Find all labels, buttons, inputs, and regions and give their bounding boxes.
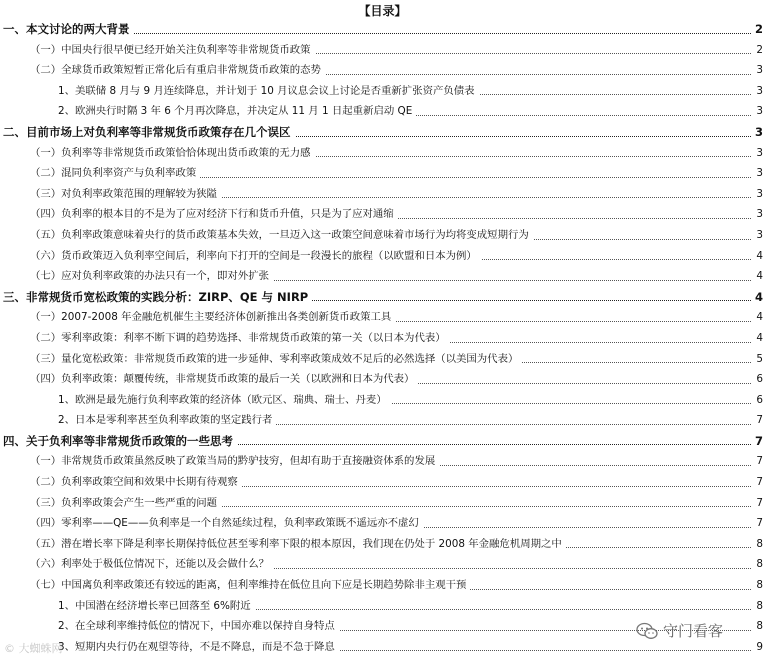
toc-page-number: 6	[756, 373, 763, 386]
toc-entry[interactable]	[0, 513, 765, 534]
watermark-right-text: 守门看客	[663, 622, 724, 640]
toc-entry-text: （一）非常规货币政策虽然反映了政策当局的黔驴技穷，但却有助于直接融资体系的发展	[30, 455, 439, 467]
toc-entry[interactable]	[0, 534, 765, 555]
toc-entry-text: （一）负利率等非常规货币政策恰恰体现出货币政策的无力感	[30, 147, 315, 159]
toc-entry[interactable]	[0, 554, 765, 575]
toc-page-number: 8	[756, 599, 763, 612]
toc-entry-text: 2、欧洲央行时隔 3 年 6 个月再次降息，并决定从 11 月 1 日起重新启动 QE	[58, 105, 416, 117]
toc-page-number: 3	[756, 208, 763, 221]
toc-entry-text: 3、短期内央行仍在观望等待，不是不降息，而是不急于降息	[58, 641, 339, 653]
toc-entry[interactable]	[0, 493, 765, 514]
toc-entry-text: （二）负利率政策空间和效果中长期有待观察	[30, 476, 242, 488]
toc-title: 【目录】	[358, 4, 407, 18]
watermark-left: © 大蜘蛛网	[4, 642, 63, 655]
toc-page-number: 4	[754, 289, 763, 304]
toc-page-number: 4	[756, 270, 763, 283]
watermark-right	[636, 620, 723, 641]
toc-page-number: 8	[756, 620, 763, 633]
toc-page-number: 9	[756, 640, 763, 653]
toc-page-number: 8	[756, 579, 763, 592]
toc-entry[interactable]	[0, 143, 765, 164]
toc-entry-text: （四）负利率的根本目的不是为了应对经济下行和货币升值，只是为了应对通缩	[30, 208, 398, 220]
toc-entry-text: （三）对负利率政策范围的理解较为狭隘	[30, 188, 221, 200]
toc-page-number: 8	[756, 537, 763, 550]
table-of-contents	[0, 19, 765, 657]
toc-page-number: 4	[756, 331, 763, 344]
toc-entry[interactable]	[0, 575, 765, 596]
toc-entry-text: （四）负利率政策：颠覆传统，非常规货币政策的最后一关（以欧洲和日本为代表）	[30, 373, 418, 385]
toc-entry[interactable]	[0, 349, 765, 370]
toc-entry[interactable]	[0, 369, 765, 390]
toc-entry-text: 1、欧洲是最先施行负利率政策的经济体（欧元区、瑞典、瑞士、丹麦）	[58, 394, 391, 406]
toc-entry-text: （一）2007-2008 年金融危机催生主要经济体创新推出各类创新货币政策工具	[30, 311, 395, 323]
toc-page-number: 7	[756, 496, 763, 509]
toc-entry[interactable]	[0, 307, 765, 328]
toc-entry[interactable]	[0, 472, 765, 493]
toc-page-number: 4	[756, 311, 763, 324]
toc-entry-text: （二）全球货币政策短暂正常化后有重启非常规货币政策的态势	[30, 64, 325, 76]
toc-entry-text: 1、中国潜在经济增长率已回落至 6%附近	[58, 600, 255, 612]
toc-entry[interactable]	[0, 328, 765, 349]
toc-entry[interactable]	[0, 60, 765, 81]
toc-entry-text: 三、非常规货币宽松政策的实践分析：ZIRP、QE 与 NIRP	[3, 290, 312, 304]
toc-page-number: 7	[756, 414, 763, 427]
toc-section-heading[interactable]	[0, 287, 765, 308]
toc-section-heading[interactable]	[0, 19, 765, 40]
toc-subentry[interactable]	[0, 410, 765, 431]
toc-entry-text: 二、目前市场上对负利率等非常规货币政策存在几个误区	[3, 125, 295, 139]
toc-page-number: 3	[756, 187, 763, 200]
toc-entry[interactable]	[0, 40, 765, 61]
toc-entry-text: （二）混同负利率资产与负利率政策	[30, 167, 200, 179]
toc-subentry[interactable]	[0, 596, 765, 617]
wechat-icon	[636, 622, 658, 640]
toc-page-number: 2	[756, 43, 763, 56]
toc-subentry[interactable]	[0, 101, 765, 122]
toc-entry-text: （六）货币政策迈入负利率空间后，利率向下打开的空间是一段漫长的旅程（以欧盟和日本为例）	[30, 250, 481, 262]
toc-page-number: 8	[756, 558, 763, 571]
toc-entry-text: （六）利率处于极低位情况下，还能以及会做什么？	[30, 558, 273, 570]
toc-entry[interactable]	[0, 184, 765, 205]
toc-entry-text: 1、美联储 8 月与 9 月连续降息，并计划于 10 月议息会议上讨论是否重新扩张资产负债表	[58, 85, 479, 97]
toc-entry[interactable]	[0, 246, 765, 267]
toc-entry-text: （四）零利率——QE——负利率是一个自然延续过程，负利率政策既不遥远亦不虚幻	[30, 517, 423, 529]
toc-entry-text: （七）应对负利率政策的办法只有一个，即对外扩张	[30, 270, 273, 282]
toc-section-heading[interactable]	[0, 122, 765, 143]
toc-entry-text: （五）负利率政策意味着央行的货币政策基本失效，一旦迈入这一政策空间意味着市场行为均将变成短期行为	[30, 229, 533, 241]
toc-page-number: 2	[754, 22, 763, 36]
toc-page-number: 3	[756, 105, 763, 118]
toc-entry-text: （二）零利率政策：利率不断下调的趋势选择、非常规货币政策的第一关（以日本为代表）	[30, 332, 450, 344]
toc-entry-text: （三）量化宽松政策：非常规货币政策的进一步延伸、零利率政策成效不足后的必然选择（以美国为代表）	[30, 353, 522, 365]
toc-page-number: 3	[754, 124, 763, 139]
toc-subentry[interactable]	[0, 81, 765, 102]
toc-entry-text: 2、日本是零利率甚至负利率政策的坚定践行者	[58, 414, 276, 426]
toc-entry[interactable]	[0, 266, 765, 287]
toc-entry-text: （七）中国离负利率政策还有较远的距离，但利率维持在低位且向下应是长期趋势除非主观干预	[30, 579, 470, 591]
toc-entry[interactable]	[0, 225, 765, 246]
toc-page-number: 3	[756, 167, 763, 180]
toc-subentry[interactable]	[0, 390, 765, 411]
toc-page-number: 3	[756, 64, 763, 77]
toc-entry-text: 一、本文讨论的两大背景	[3, 22, 134, 36]
toc-page-number: 5	[756, 352, 763, 365]
toc-page-number: 6	[756, 393, 763, 406]
toc-entry[interactable]	[0, 163, 765, 184]
toc-entry-text: （五）潜在增长率下降是利率长期保持低位甚至零利率下限的根本原因，我们现在仍处于 2008 年金融危机周期之中	[30, 538, 566, 550]
toc-entry-text: 2、在全球利率维持低位的情况下，中国亦难以保持自身特点	[58, 620, 339, 632]
toc-page-number: 7	[754, 433, 763, 448]
toc-page-number: 3	[756, 146, 763, 159]
toc-page-number: 7	[756, 476, 763, 489]
toc-entry-text: 四、关于负利率等非常规货币政策的一些思考	[3, 434, 237, 448]
toc-page-number: 7	[756, 517, 763, 530]
toc-page-number: 3	[756, 228, 763, 241]
toc-page-number: 3	[756, 84, 763, 97]
toc-entry-text: （三）负利率政策会产生一些严重的问题	[30, 497, 221, 509]
toc-entry[interactable]	[0, 204, 765, 225]
toc-section-heading[interactable]	[0, 431, 765, 452]
toc-page-number: 4	[756, 249, 763, 262]
toc-entry[interactable]	[0, 451, 765, 472]
toc-page-number: 7	[756, 455, 763, 468]
toc-entry-text: （一）中国央行很早便已经开始关注负利率等非常规货币政策	[30, 44, 315, 56]
